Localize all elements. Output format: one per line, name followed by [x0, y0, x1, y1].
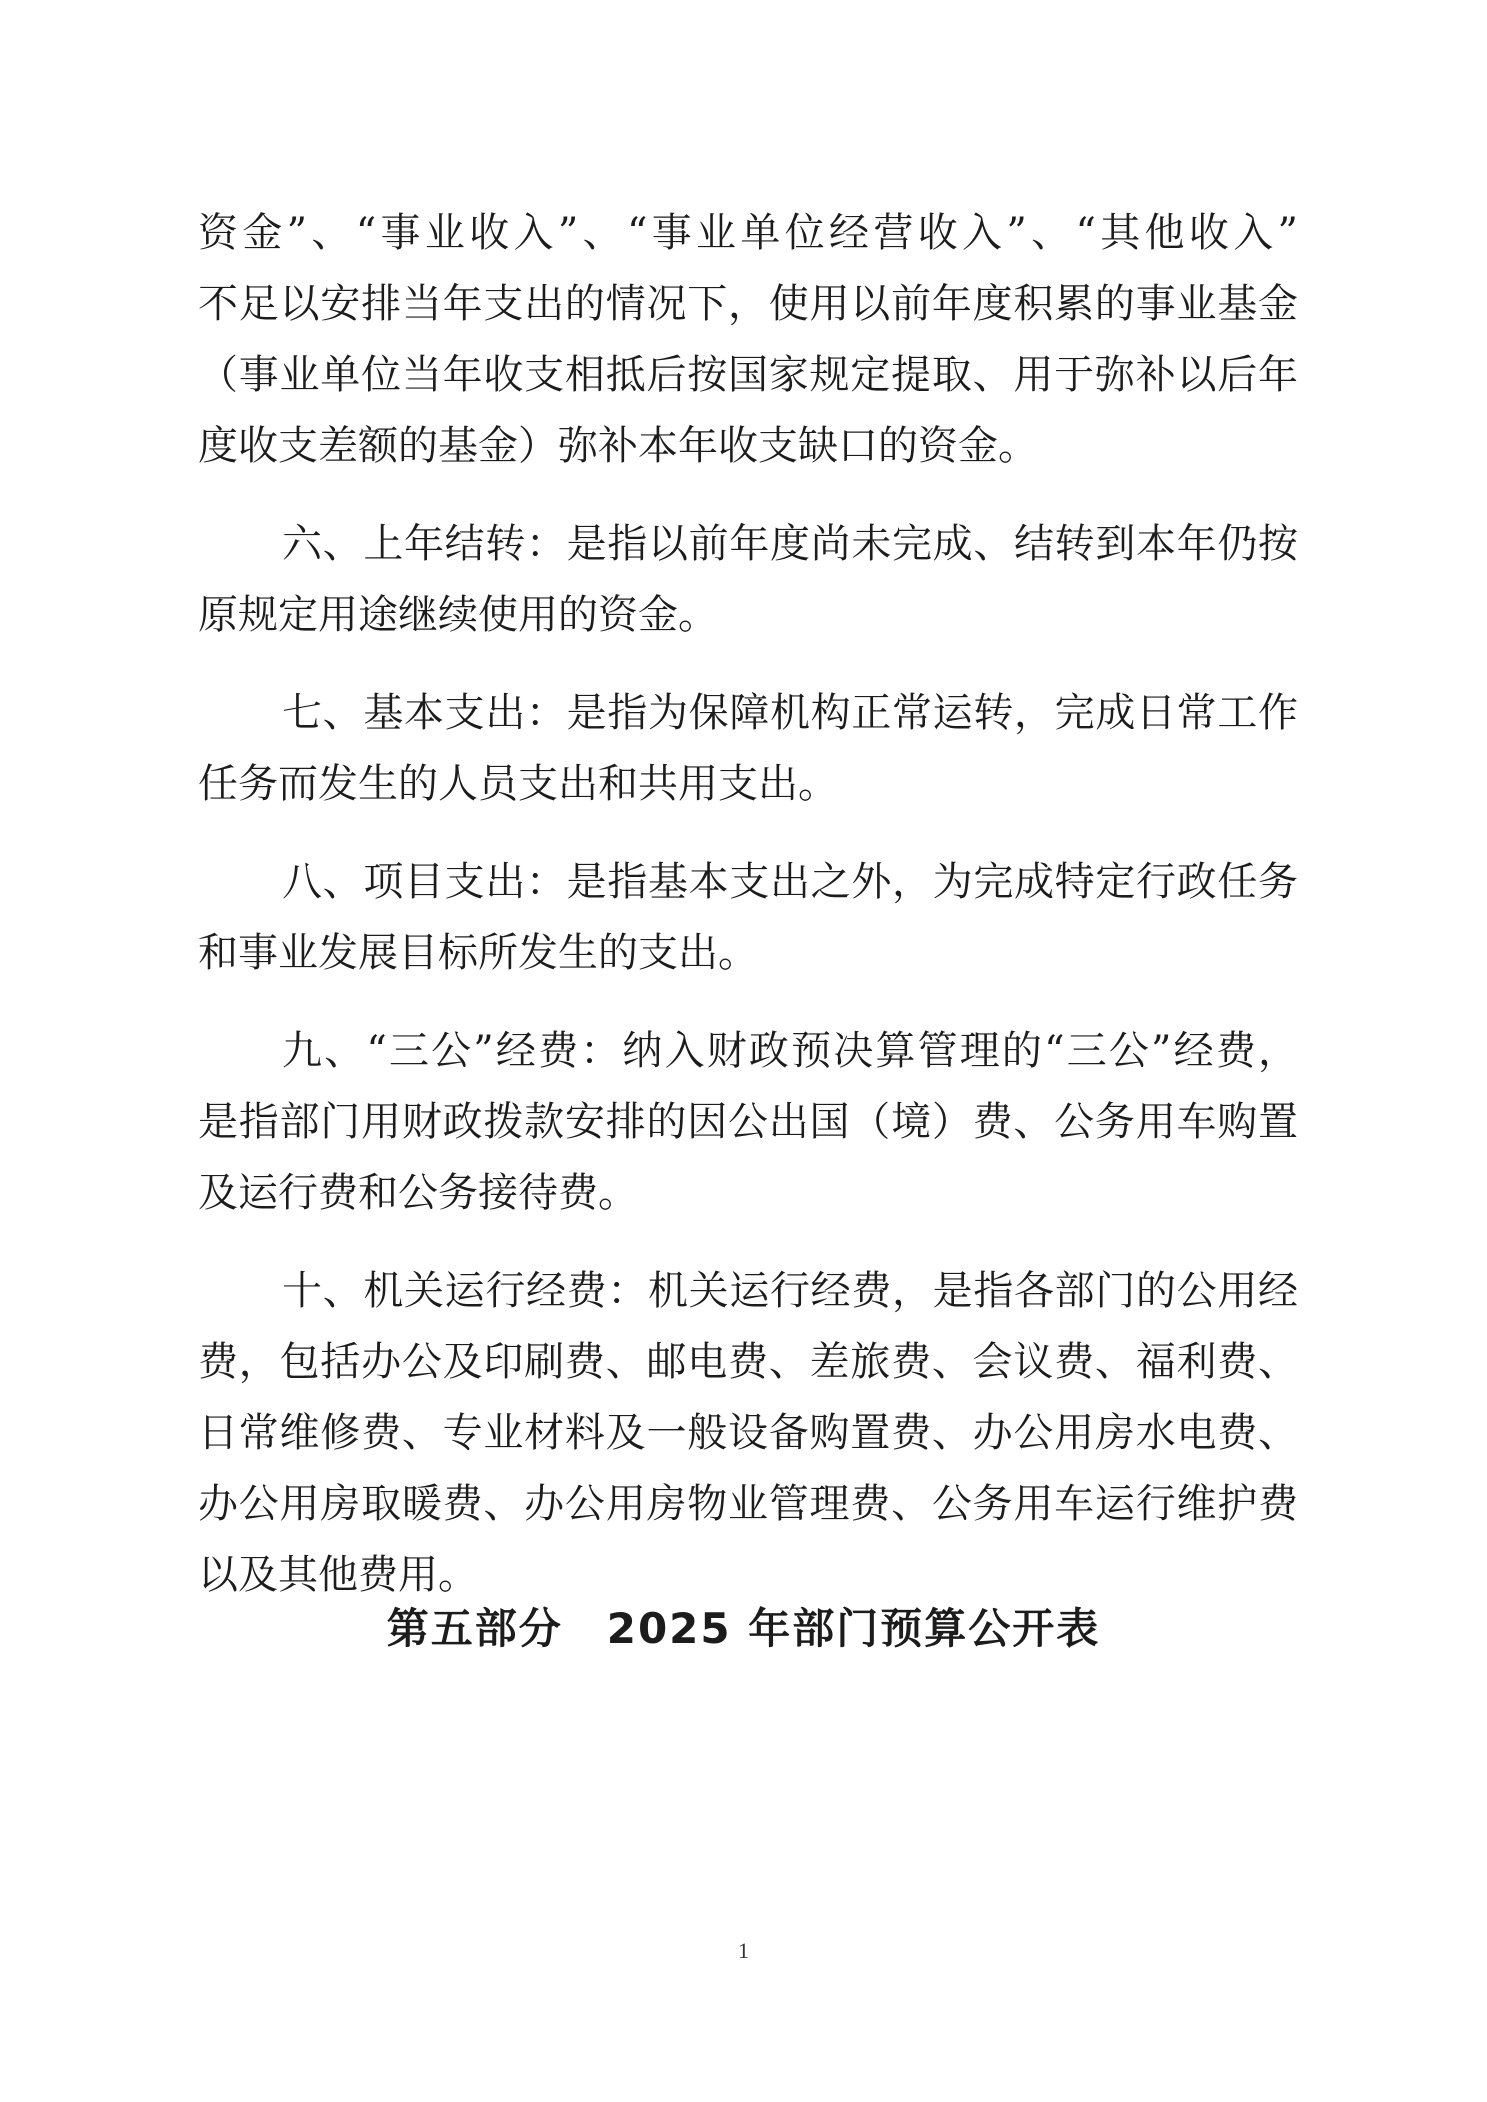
text-line: 是指部门用财政拨款安排的因公出国（境）费、公务用车购置	[198, 1099, 1298, 1145]
body-text	[198, 198, 1298, 1611]
text-line: （事业单位当年收支相抵后按国家规定提取、用于弥补以后年	[198, 352, 1298, 398]
paragraph-three-public-expenses	[198, 1016, 1298, 1229]
text-line: 办公用房取暖费、办公用房物业管理费、公务用车运行维护费	[198, 1481, 1298, 1527]
paragraph-funds-definition	[198, 198, 1298, 482]
paragraph-operating-expenses	[198, 1256, 1298, 1611]
text-line: 任务而发生的人员支出和共用支出。	[198, 761, 838, 807]
text-line: 八、项目支出：是指基本支出之外，为完成特定行政任务	[282, 859, 1298, 905]
text-line: 和事业发展目标所发生的支出。	[198, 930, 758, 976]
text-line: 七、基本支出：是指为保障机构正常运转，完成日常工作	[282, 690, 1298, 736]
text-line: 以及其他费用。	[198, 1552, 478, 1598]
paragraph-carryover	[198, 509, 1298, 651]
paragraph-basic-expenditure	[198, 678, 1298, 820]
text-line: 费，包括办公及印刷费、邮电费、差旅费、会议费、福利费、	[198, 1339, 1298, 1385]
text-line: 原规定用途继续使用的资金。	[198, 592, 718, 638]
text-line: 十、机关运行经费：机关运行经费，是指各部门的公用经	[282, 1268, 1298, 1314]
text-line: 资金”、“事业收入”、“事业单位经营收入”、“其他收入”	[198, 210, 1298, 256]
text-line: 六、上年结转：是指以前年度尚未完成、结转到本年仍按	[282, 521, 1298, 567]
text-line: 日常维修费、专业材料及一般设备购置费、办公用房水电费、	[198, 1410, 1298, 1456]
text-line: 度收支差额的基金）弥补本年收支缺口的资金。	[198, 423, 1038, 469]
text-line: 九、“三公”经费：纳入财政预决算管理的“三公”经费，	[282, 1028, 1298, 1074]
paragraph-project-expenditure	[198, 847, 1298, 989]
text-line: 不足以安排当年支出的情况下，使用以前年度积累的事业基金	[198, 281, 1298, 327]
section-heading: 第五部分 2025 年部门预算公开表	[386, 1604, 1101, 1653]
page-number: 1	[738, 1938, 749, 1963]
text-line: 及运行费和公务接待费。	[198, 1170, 638, 1216]
